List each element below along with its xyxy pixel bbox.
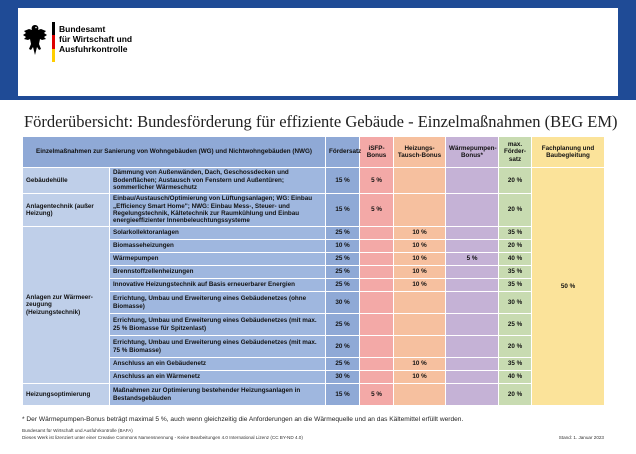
federal-eagle-icon — [22, 22, 48, 58]
funding-table — [22, 136, 605, 406]
measure-desc: Innovative Heizungstechnik auf Basis erneuerbarer Energien — [110, 279, 326, 292]
tausch-value — [394, 194, 446, 227]
max-value: 35 % — [499, 227, 532, 240]
fachplanung-value: 50 % — [532, 168, 605, 406]
max-value: 20 % — [499, 240, 532, 253]
org-name: Bundesamt für Wirtschaft und Ausfuhrkontrolle — [59, 24, 133, 54]
table-row — [23, 168, 605, 194]
measure-desc: Errichtung, Umbau und Erweiterung eines Gebäudenetzes (mit max. 25 % Biomasse für Spitzenlast) — [110, 314, 326, 336]
header-foerdersatz: Fördersatz — [326, 137, 360, 168]
wp-value — [446, 384, 499, 406]
isfp-value — [360, 279, 394, 292]
measure-desc: Maßnahmen zur Optimierung bestehender Heizungsanlagen in Bestandsgebäuden — [110, 384, 326, 406]
license-line: Dieses Werk ist lizenziert unter einer Creative Commons Namensnennung - Keine Bearbeitungen 4.0 International Lizenz (CC BY-ND 4.0) — [22, 435, 303, 440]
header-max-satz: max. Förder-satz — [499, 137, 532, 168]
tausch-value — [394, 384, 446, 406]
measure-desc: Wärmepumpen — [110, 253, 326, 266]
measure-desc: Anschluss an ein Gebäudenetz — [110, 358, 326, 371]
wp-value — [446, 371, 499, 384]
foerdersatz-value: 25 % — [326, 314, 360, 336]
isfp-value — [360, 240, 394, 253]
measure-desc: Errichtung, Umbau und Erweiterung eines Gebäudenetzes (ohne Biomasse) — [110, 292, 326, 314]
isfp-value — [360, 266, 394, 279]
foerdersatz-value: 15 % — [326, 194, 360, 227]
measure-desc: Dämmung von Außenwänden, Dach, Geschossdecken und Bodenflächen; Austausch von Fenstern und Außentüren; sommerlicher Wärmeschutz — [110, 168, 326, 194]
header-wp-bonus: Wärmepumpen-Bonus* — [446, 137, 499, 168]
table-row — [23, 227, 605, 240]
group-label: Heizungsoptimierung — [23, 384, 110, 406]
wp-value — [446, 292, 499, 314]
measure-desc: Biomasseheizungen — [110, 240, 326, 253]
isfp-value — [360, 314, 394, 336]
header-measures: Einzelmaßnahmen zur Sanierung von Wohngebäuden (WG) und Nichtwohngebäuden (NWG) — [23, 137, 326, 168]
max-value: 25 % — [499, 314, 532, 336]
wp-value — [446, 240, 499, 253]
wp-value — [446, 266, 499, 279]
wp-value — [446, 336, 499, 358]
max-value: 20 % — [499, 336, 532, 358]
max-value: 40 % — [499, 253, 532, 266]
footnote: * Der Wärmepumpen-Bonus beträgt maximal 5 %, auch wenn gleichzeitig die Anforderungen an die Wärmequelle und an das Kältemittel erfüllt werden. — [22, 416, 464, 423]
foerdersatz-value: 20 % — [326, 336, 360, 358]
table-row — [23, 384, 605, 406]
max-value: 40 % — [499, 371, 532, 384]
measure-desc: Solarkollektoranlagen — [110, 227, 326, 240]
wp-value — [446, 314, 499, 336]
tausch-value — [394, 336, 446, 358]
table-row — [23, 279, 605, 292]
foerdersatz-value: 30 % — [326, 292, 360, 314]
table-row — [23, 194, 605, 227]
tausch-value: 10 % — [394, 227, 446, 240]
group-label: Anlagentechnik (außer Heizung) — [23, 194, 110, 227]
group-label: Anlagen zur Wärmeer-zeugung (Heizungstechnik) — [23, 227, 110, 384]
measure-desc: Errichtung, Umbau und Erweiterung eines Gebäudenetzes (mit max. 75 % Biomasse) — [110, 336, 326, 358]
wp-value — [446, 279, 499, 292]
wp-value — [446, 194, 499, 227]
tausch-value: 10 % — [394, 253, 446, 266]
tausch-value: 10 % — [394, 240, 446, 253]
header — [0, 0, 636, 100]
isfp-value: 5 % — [360, 168, 394, 194]
foerdersatz-value: 25 % — [326, 358, 360, 371]
page-title: Förderübersicht: Bundesförderung für effiziente Gebäude - Einzelmaßnahmen (BEG EM) — [24, 112, 618, 131]
foerdersatz-value: 25 % — [326, 266, 360, 279]
max-value: 20 % — [499, 384, 532, 406]
wp-value — [446, 227, 499, 240]
max-value: 35 % — [499, 266, 532, 279]
foerdersatz-value: 30 % — [326, 371, 360, 384]
table-row — [23, 240, 605, 253]
source-line: Bundesamt für Wirtschaft und Ausfuhrkontrolle (BAFA) — [22, 428, 133, 433]
max-value: 30 % — [499, 292, 532, 314]
group-label: Gebäudehülle — [23, 168, 110, 194]
tausch-value: 10 % — [394, 279, 446, 292]
tausch-value: 10 % — [394, 266, 446, 279]
table-row — [23, 266, 605, 279]
wp-value: 5 % — [446, 253, 499, 266]
measure-desc: Anschluss an ein Wärmenetz — [110, 371, 326, 384]
isfp-value: 5 % — [360, 194, 394, 227]
table-row — [23, 292, 605, 314]
measure-desc: Einbau/Austausch/Optimierung von Lüftungsanlagen; WG: Einbau „Efficiency Smart Home"; NWG: Einbau Mess-, Steuer- und Regelungstechnik, Kältetechnik zur Raumkühlung und Einbau energieeffizienter Innenbeleuchtungssysteme — [110, 194, 326, 227]
max-value: 35 % — [499, 358, 532, 371]
isfp-value — [360, 358, 394, 371]
foerdersatz-value: 10 % — [326, 240, 360, 253]
tausch-value — [394, 168, 446, 194]
foerdersatz-value: 25 % — [326, 253, 360, 266]
isfp-value — [360, 336, 394, 358]
tausch-value: 10 % — [394, 358, 446, 371]
isfp-value — [360, 292, 394, 314]
header-tausch-bonus: Heizungs-Tausch-Bonus — [394, 137, 446, 168]
wp-value — [446, 358, 499, 371]
table-row — [23, 358, 605, 371]
bafa-logo — [22, 22, 132, 62]
isfp-value — [360, 253, 394, 266]
max-value: 20 % — [499, 194, 532, 227]
header-fachplanung: Fachplanung und Baubegleitung — [532, 137, 605, 168]
isfp-value — [360, 227, 394, 240]
foerdersatz-value: 25 % — [326, 279, 360, 292]
foerdersatz-value: 15 % — [326, 168, 360, 194]
table-row — [23, 371, 605, 384]
german-flag-stripe — [52, 22, 55, 62]
table-row — [23, 253, 605, 266]
table-row — [23, 314, 605, 336]
max-value: 20 % — [499, 168, 532, 194]
tausch-value — [394, 292, 446, 314]
header-isfp-bonus: iSFP-Bonus — [360, 137, 394, 168]
foerdersatz-value: 15 % — [326, 384, 360, 406]
table-row — [23, 336, 605, 358]
measure-desc: Brennstoffzellenheizungen — [110, 266, 326, 279]
table-header-row — [23, 137, 605, 168]
tausch-value: 10 % — [394, 371, 446, 384]
isfp-value: 5 % — [360, 384, 394, 406]
max-value: 35 % — [499, 279, 532, 292]
foerdersatz-value: 25 % — [326, 227, 360, 240]
wp-value — [446, 168, 499, 194]
isfp-value — [360, 371, 394, 384]
date-stamp: Stand: 1. Januar 2023 — [558, 435, 604, 440]
tausch-value — [394, 314, 446, 336]
